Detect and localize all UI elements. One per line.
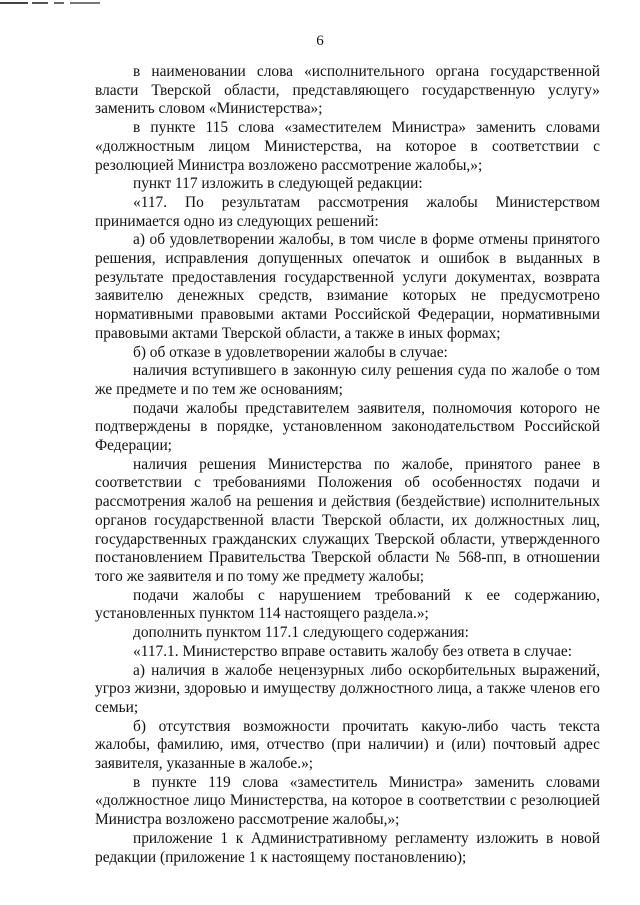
paragraph: пункт 117 изложить в следующей редакции: bbox=[133, 175, 423, 193]
paragraph: а) об удовлетворении жалобы, в том числе в форме отмены принятого решения, исправления допущенных опечаток и ошибок в выданных в результате предоставления государственной услуги документах, возврата заявителю денежных средств, взимание которых не предусмотрено нормативными правовыми актами Российской Федерации, нормативными правовыми актами Тверской области, а также в иных формах; bbox=[95, 231, 600, 342]
paragraph: подачи жалобы с нарушением требований к ее содержанию, установленных пунктом 114 настоящего раздела.»; bbox=[95, 586, 600, 623]
paragraph: наличия решения Министерства по жалобе, принятого ранее в соответствии с требованиями Положения об особенностях подачи и рассмотрения жалоб на решения и действия (бездействие) исполнительных органов государственной власти Тверской области, их должностных лиц, государственных гражданских служащих Тверской области, утвержденного постановлением Правительства Тверской области № 568-пп, в отношении того же заявителя и по тому же предмету жалобы; bbox=[95, 455, 600, 585]
paragraph: б) об отказе в удовлетворении жалобы в случае: bbox=[133, 343, 448, 361]
paragraph: в пункте 115 слова «заместителем Министра» заменить словами «должностным лицом Министерства, на которое в соответствии с резолюцией Министра возложено рассмотрение жалобы,»; bbox=[95, 119, 600, 174]
paragraph: «117. По результатам рассмотрения жалобы Министерством принимается одно из следующих решений: bbox=[95, 193, 600, 230]
paragraph: в пункте 119 слова «заместитель Министра» заменить словами «должностное лицо Министерства, на которое в соответствии с резолюцией Министра возложено рассмотрение жалобы,»; bbox=[95, 773, 600, 829]
document-body bbox=[95, 63, 600, 867]
paragraph: б) отсутствия возможности прочитать какую-либо часть текста жалобы, фамилию, имя, отчество (при наличии) и (или) почтовый адрес заявителя, указанные в жалобе.»; bbox=[95, 717, 600, 773]
top-edge-rule bbox=[0, 2, 100, 4]
paragraph: подачи жалобы представителем заявителя, полномочия которого не подтверждены в порядке, установленном законодательством Российской Федерации; bbox=[95, 399, 600, 455]
paragraph: а) наличия в жалобе нецензурных либо оскорбительных выражений, угроз жизни, здоровью и имуществу должностного лица, а также членов его семьи; bbox=[95, 661, 600, 716]
page-number: 6 bbox=[316, 33, 324, 49]
paragraph: дополнить пунктом 117.1 следующего содержания: bbox=[133, 624, 469, 642]
paragraph: приложение 1 к Административному регламенту изложить в новой редакции (приложение 1 к настоящему постановлению); bbox=[95, 829, 600, 866]
paragraph: наличия вступившего в законную силу решения суда по жалобе о том же предмете и по тем же основаниям; bbox=[95, 362, 600, 398]
paragraph: в наименовании слова «исполнительного органа государственной власти Тверской области, представляющего государственную услугу» заменить словом «Министерства»; bbox=[95, 63, 600, 118]
paragraph: «117.1. Министерство вправе оставить жалобу без ответа в случае: bbox=[133, 642, 572, 660]
